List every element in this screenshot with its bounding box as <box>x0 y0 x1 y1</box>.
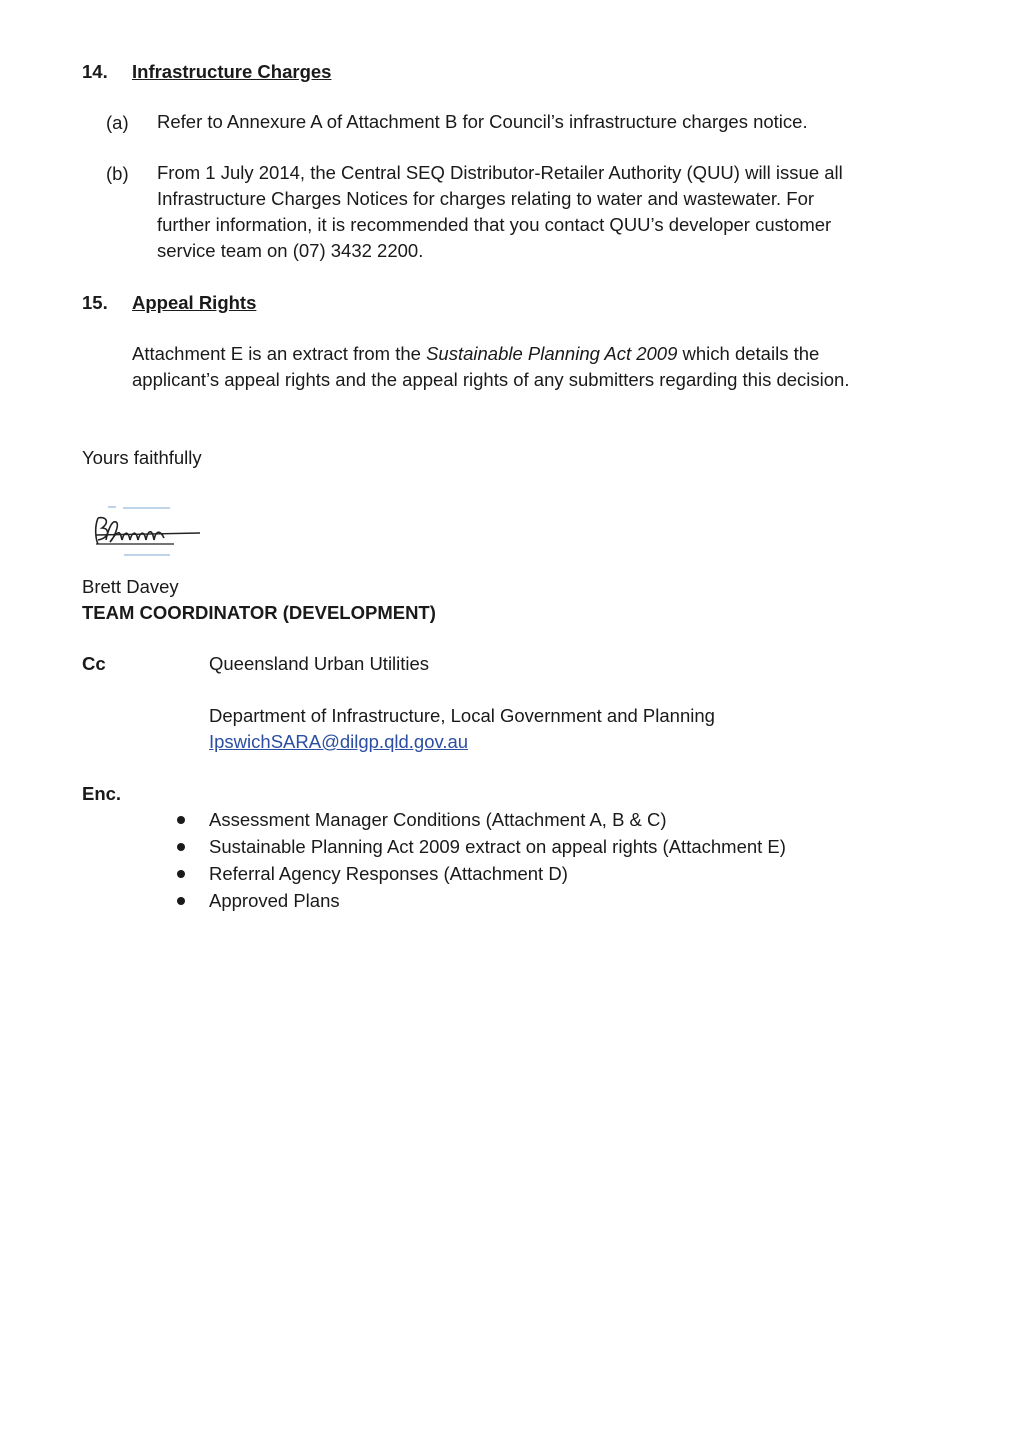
section-15-number: 15. <box>82 292 108 313</box>
appeal-line-1: Attachment E is an extract from the Sustainable Planning Act 2009 which details the <box>132 343 820 364</box>
cc-email-link[interactable]: IpswichSARA@dilgp.qld.gov.au <box>209 731 469 752</box>
act-title: Sustainable Planning Act 2009 <box>426 343 678 364</box>
section-14-number: 14. <box>82 61 108 82</box>
item-b-line-2: Infrastructure Charges Notices for charges relating to water and wastewater. For <box>157 188 815 209</box>
bullet-1 <box>177 816 185 824</box>
item-a-label: (a) <box>106 112 129 133</box>
item-b-line-4: service team on (07) 3432 2200. <box>157 240 424 261</box>
section-15-heading: Appeal Rights <box>132 292 257 313</box>
closing: Yours faithfully <box>82 447 202 468</box>
enclosure-item-4: Approved Plans <box>209 890 340 911</box>
cc-recipient-1: Queensland Urban Utilities <box>209 653 430 674</box>
appeal-line-2: applicant’s appeal rights and the appeal rights of any submitters regarding this decision. <box>132 369 850 390</box>
enclosure-item-2: Sustainable Planning Act 2009 extract on appeal rights (Attachment E) <box>209 836 786 857</box>
appeal-rights-text <box>132 341 849 393</box>
cc-recipient-2: Department of Infrastructure, Local Government and Planning <box>209 705 715 726</box>
item-b-line-1: From 1 July 2014, the Central SEQ Distributor-Retailer Authority (QUU) will issue all <box>157 162 843 183</box>
section-14-heading: Infrastructure Charges <box>132 61 332 82</box>
bullet-4 <box>177 897 185 905</box>
enclosure-item-1: Assessment Manager Conditions (Attachment A, B & C) <box>209 809 667 830</box>
item-a-text <box>157 109 808 135</box>
signatory-name: Brett Davey <box>82 576 179 597</box>
signature <box>88 500 208 560</box>
cc-label: Cc <box>82 653 106 674</box>
item-b-line-3: further information, it is recommended that you contact QUU’s developer customer <box>157 214 832 235</box>
enclosure-item-3: Referral Agency Responses (Attachment D) <box>209 863 568 884</box>
enc-label: Enc. <box>82 783 122 804</box>
item-a-line-1: Refer to Annexure A of Attachment B for Council’s infrastructure charges notice. <box>157 111 808 132</box>
bullet-3 <box>177 870 185 878</box>
bullet-2 <box>177 843 185 851</box>
signatory-title: TEAM COORDINATOR (DEVELOPMENT) <box>82 602 436 623</box>
item-b-text <box>157 160 843 264</box>
item-b-label: (b) <box>106 163 129 184</box>
